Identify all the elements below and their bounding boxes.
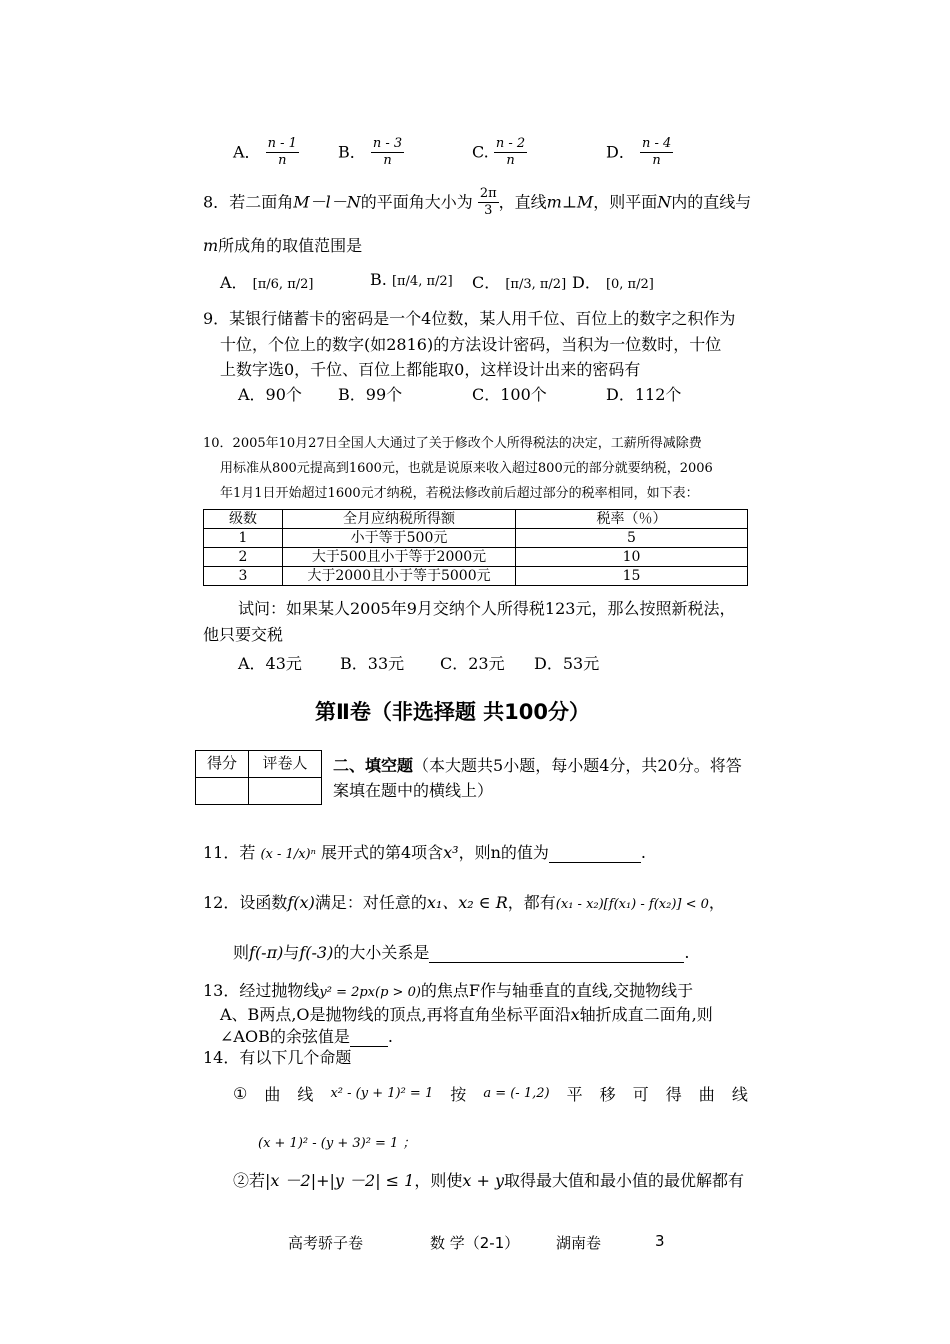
question-8: 8．若二面角M－l－N的平面角大小为 $\frac{2\pi}{3}$ ，直线m⊥M，则平面N内的直线与 bbox=[203, 186, 752, 219]
answer-blank[interactable] bbox=[429, 943, 684, 963]
page-number: 3 bbox=[655, 1232, 665, 1250]
q7-option-a: A． $\frac{n - 1}{n}$ bbox=[233, 136, 297, 169]
question-11: 11．若 (x - 1/x)ⁿ 展开式的第4项含x³，则n的值为 . bbox=[203, 843, 646, 862]
question-14-item1: ① 曲 线 x² - (y + 1)² = 1 按 a = (- 1,2) 平 移 可 得 曲 线 bbox=[233, 1084, 748, 1104]
question-14-item1-result: (x + 1)² - (y + 3)² = 1 ； bbox=[258, 1136, 416, 1151]
table-cell: 小于等于500元 bbox=[283, 529, 516, 548]
question-10-line1: 10．2005年10月27日全国人大通过了关于修改个人所得税法的决定，工薪所得减除费 bbox=[203, 436, 702, 451]
q7-option-b: B． $\frac{n - 3}{n}$ bbox=[338, 136, 403, 169]
table-header: 全月应纳税所得额 bbox=[283, 510, 516, 529]
section-2-title: 第Ⅱ卷（非选择题 共100分） bbox=[315, 700, 590, 724]
question-13-line1: 13．经过抛物线y² = 2px(p > 0)的焦点F作与轴垂直的直线,交抛物线于 bbox=[203, 981, 694, 1000]
question-13-line3: ∠AOB的余弦值是 . bbox=[220, 1027, 393, 1046]
footer-region: 湖南卷 bbox=[556, 1234, 602, 1252]
q9-option-d: D．112个 bbox=[606, 385, 682, 404]
score-label: 得分 bbox=[196, 751, 249, 778]
q10-option-c: C．23元 bbox=[440, 654, 505, 673]
fill-blank-heading-line2: 案填在题中的横线上） bbox=[333, 781, 494, 800]
table-row bbox=[204, 567, 748, 586]
question-9-line2: 十位，个位上的数字(如2816)的方法设计密码，当积为一位数时，十位 bbox=[220, 335, 722, 354]
table-header: 级数 bbox=[204, 510, 283, 529]
question-10-line2: 用标准从800元提高到1600元，也就是说原来收入超过800元的部分就要纳税，2006 bbox=[220, 461, 713, 476]
question-10-line3: 年1月1日开始超过1600元才纳税，若税法修改前后超过部分的税率相同，如下表： bbox=[220, 486, 699, 501]
q8-option-a: A． [π/6, π/2] bbox=[220, 273, 314, 292]
q9-option-a: A．90个 bbox=[238, 385, 302, 404]
question-10-ask-line2: 他只要交税 bbox=[203, 625, 284, 644]
question-14-title: 14．有以下几个命题 bbox=[203, 1048, 352, 1067]
table-cell: 大于2000且小于等于5000元 bbox=[283, 567, 516, 586]
table-cell: 10 bbox=[516, 548, 748, 567]
q8-option-c: C． [π/3, π/2] bbox=[472, 273, 567, 292]
grader-label: 评卷人 bbox=[249, 751, 322, 778]
question-10-ask-line1: 试问：如果某人2005年9月交纳个人所得税123元，那么按照新税法， bbox=[238, 599, 736, 618]
score-table bbox=[195, 750, 322, 805]
question-12-line1: 12．设函数f(x)满足：对任意的x₁、x₂ ∈ R，都有(x₁ - x₂)[f(x₁) - f(x₂)] < 0， bbox=[203, 893, 725, 912]
table-row bbox=[204, 529, 748, 548]
question-8-line2: m所成角的取值范围是 bbox=[203, 236, 363, 255]
q7-option-c: C. $\frac{n - 2}{n}$ bbox=[472, 136, 526, 169]
q9-option-b: B．99个 bbox=[338, 385, 403, 404]
question-9-line1: 9．某银行储蓄卡的密码是一个4位数，某人用千位、百位上的数字之积作为 bbox=[203, 309, 736, 328]
answer-blank[interactable] bbox=[549, 843, 641, 863]
tax-rate-table bbox=[203, 509, 748, 586]
table-cell: 5 bbox=[516, 529, 748, 548]
fill-blank-heading: 二、填空题（本大题共5小题，每小题4分，共20分。将答 bbox=[333, 756, 742, 775]
q10-option-d: D．53元 bbox=[534, 654, 600, 673]
question-12-line2: 则f(-π)与f(-3)的大小关系是 . bbox=[233, 943, 690, 962]
table-cell: 15 bbox=[516, 567, 748, 586]
question-13-line2: A、B两点,O是抛物线的顶点,再将直角坐标平面沿x轴折成直二面角,则 bbox=[220, 1005, 713, 1024]
question-9-line3: 上数字选0，千位、百位上都能取0，这样设计出来的密码有 bbox=[220, 360, 641, 379]
q8-option-d: D． [0, π/2] bbox=[572, 273, 654, 292]
q7-option-d: D． $\frac{n - 4}{n}$ bbox=[606, 136, 672, 169]
grader-cell bbox=[249, 778, 322, 805]
answer-blank[interactable] bbox=[350, 1027, 388, 1047]
table-header-row bbox=[204, 510, 748, 529]
score-cell bbox=[196, 778, 249, 805]
q8-option-b: B. [π/4, π/2] bbox=[370, 270, 453, 289]
q10-option-a: A．43元 bbox=[238, 654, 302, 673]
question-14-item2: ②若|x －2|+|y －2| ≤ 1，则使x + y取得最大值和最小值的最优解都有 bbox=[233, 1171, 745, 1190]
q10-option-b: B．33元 bbox=[340, 654, 405, 673]
table-cell: 2 bbox=[204, 548, 283, 567]
table-cell: 大于500且小于等于2000元 bbox=[283, 548, 516, 567]
table-cell: 1 bbox=[204, 529, 283, 548]
footer-subject: 数 学（2-1） bbox=[430, 1234, 520, 1252]
table-cell: 3 bbox=[204, 567, 283, 586]
q9-option-c: C．100个 bbox=[472, 385, 547, 404]
table-header: 税率（％） bbox=[516, 510, 748, 529]
footer-brand: 高考骄子卷 bbox=[288, 1234, 364, 1252]
table-row bbox=[204, 548, 748, 567]
